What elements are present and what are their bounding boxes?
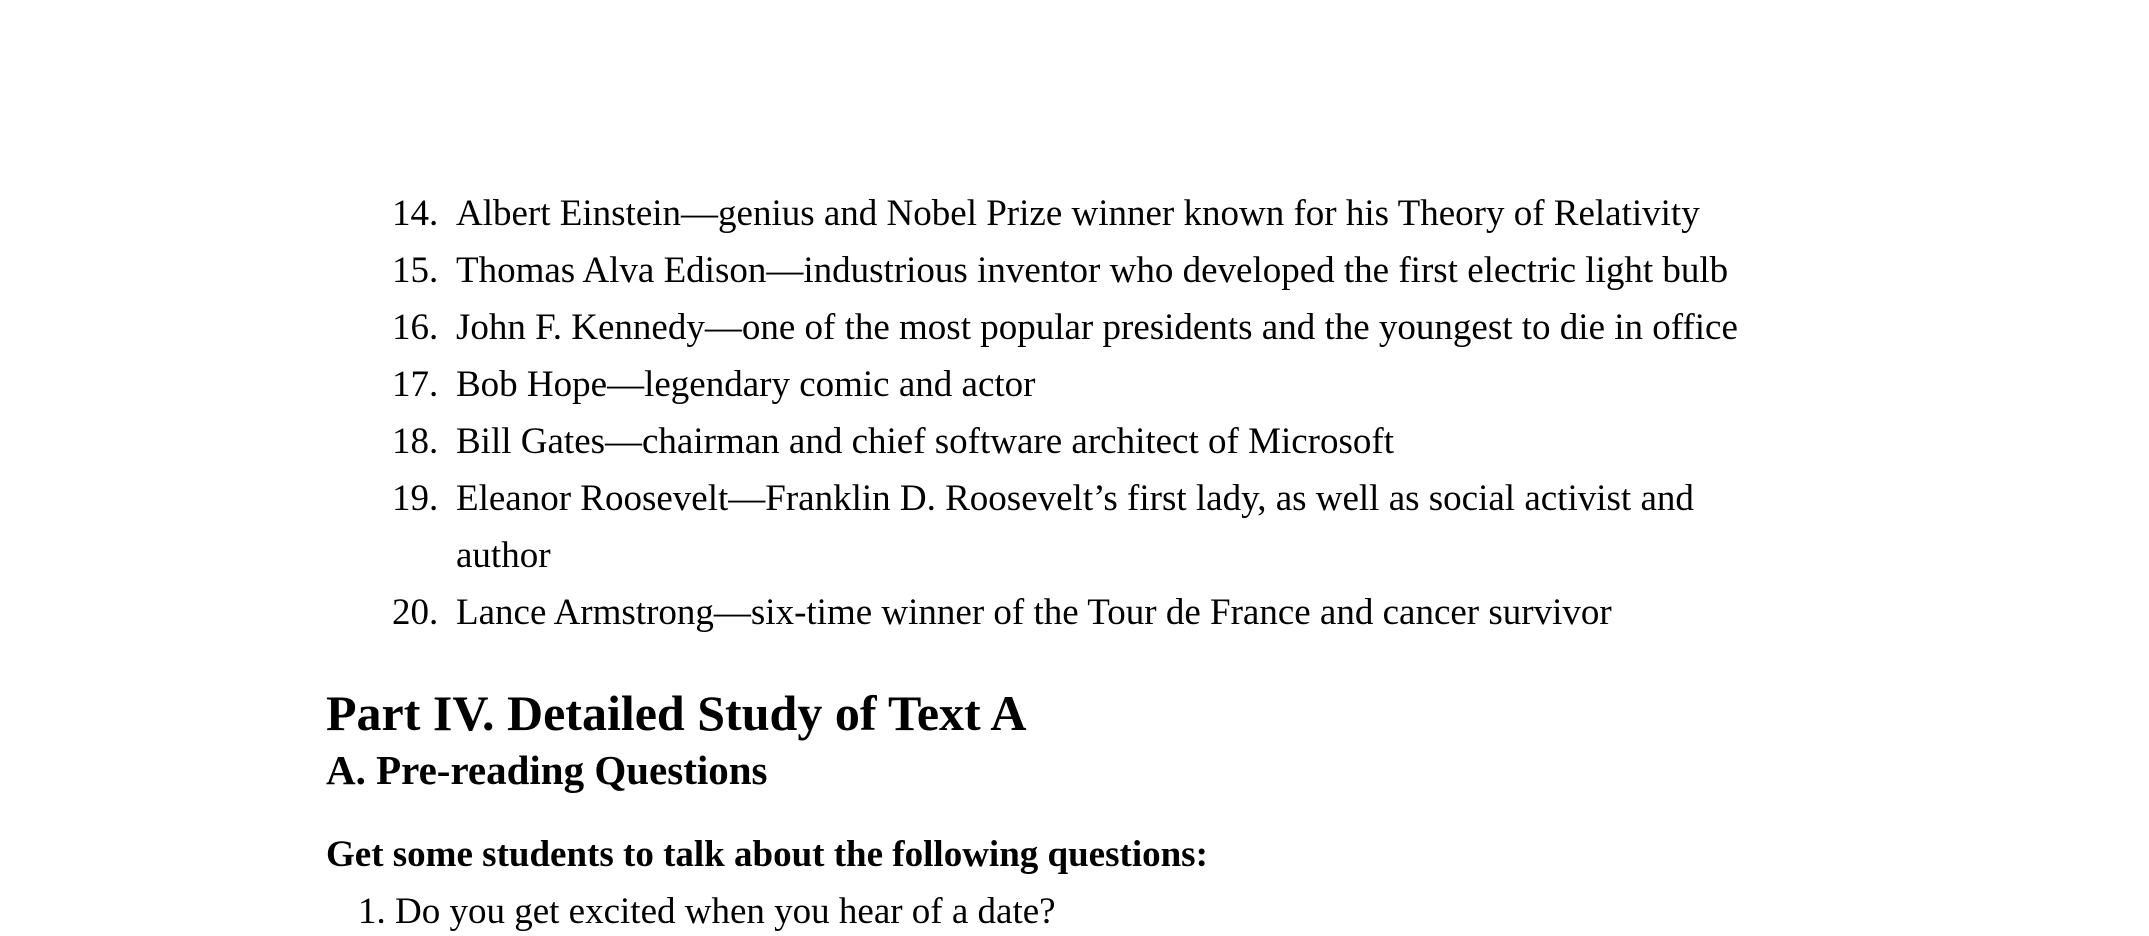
list-item-number: 16. xyxy=(392,307,439,348)
list-item xyxy=(392,584,1812,641)
list-item xyxy=(392,470,1812,584)
list-item xyxy=(392,299,1812,356)
list-item-number: 17. xyxy=(392,364,439,405)
list-item xyxy=(392,242,1812,299)
list-item xyxy=(392,185,1812,242)
section-subtitle: A. Pre-reading Questions xyxy=(326,747,768,793)
list-item-text-continuation: author xyxy=(456,535,551,576)
list-item-text: Bill Gates—chairman and chief software architect of Microsoft xyxy=(456,421,1395,462)
list-item-text: Lance Armstrong—six-time winner of the Tour de France and cancer survivor xyxy=(456,592,1612,633)
list-item-number: 19. xyxy=(392,478,439,519)
list-item xyxy=(392,413,1812,470)
list-item-number: 15. xyxy=(392,250,439,291)
question-item-partial: 1. Do you get excited when you hear of a date? xyxy=(358,891,1056,932)
list-item xyxy=(392,356,1812,413)
list-item-text: Eleanor Roosevelt—Franklin D. Roosevelt’s first lady, as well as social activist and xyxy=(456,478,1694,519)
section-title: Part IV. Detailed Study of Text A xyxy=(326,685,1027,741)
list-item-text: John F. Kennedy—one of the most popular presidents and the youngest to die in office xyxy=(456,307,1738,348)
list-item-number: 14. xyxy=(392,193,439,234)
instruction-text: Get some students to talk about the following questions: xyxy=(326,834,1208,875)
list-item-text: Thomas Alva Edison—industrious inventor who developed the first electric light bulb xyxy=(456,250,1729,291)
numbered-list xyxy=(392,185,1812,641)
list-item-number: 18. xyxy=(392,421,439,462)
list-item-number: 20. xyxy=(392,592,439,633)
list-item-text: Albert Einstein—genius and Nobel Prize winner known for his Theory of Relativity xyxy=(456,193,1700,234)
list-item-text: Bob Hope—legendary comic and actor xyxy=(456,364,1036,405)
